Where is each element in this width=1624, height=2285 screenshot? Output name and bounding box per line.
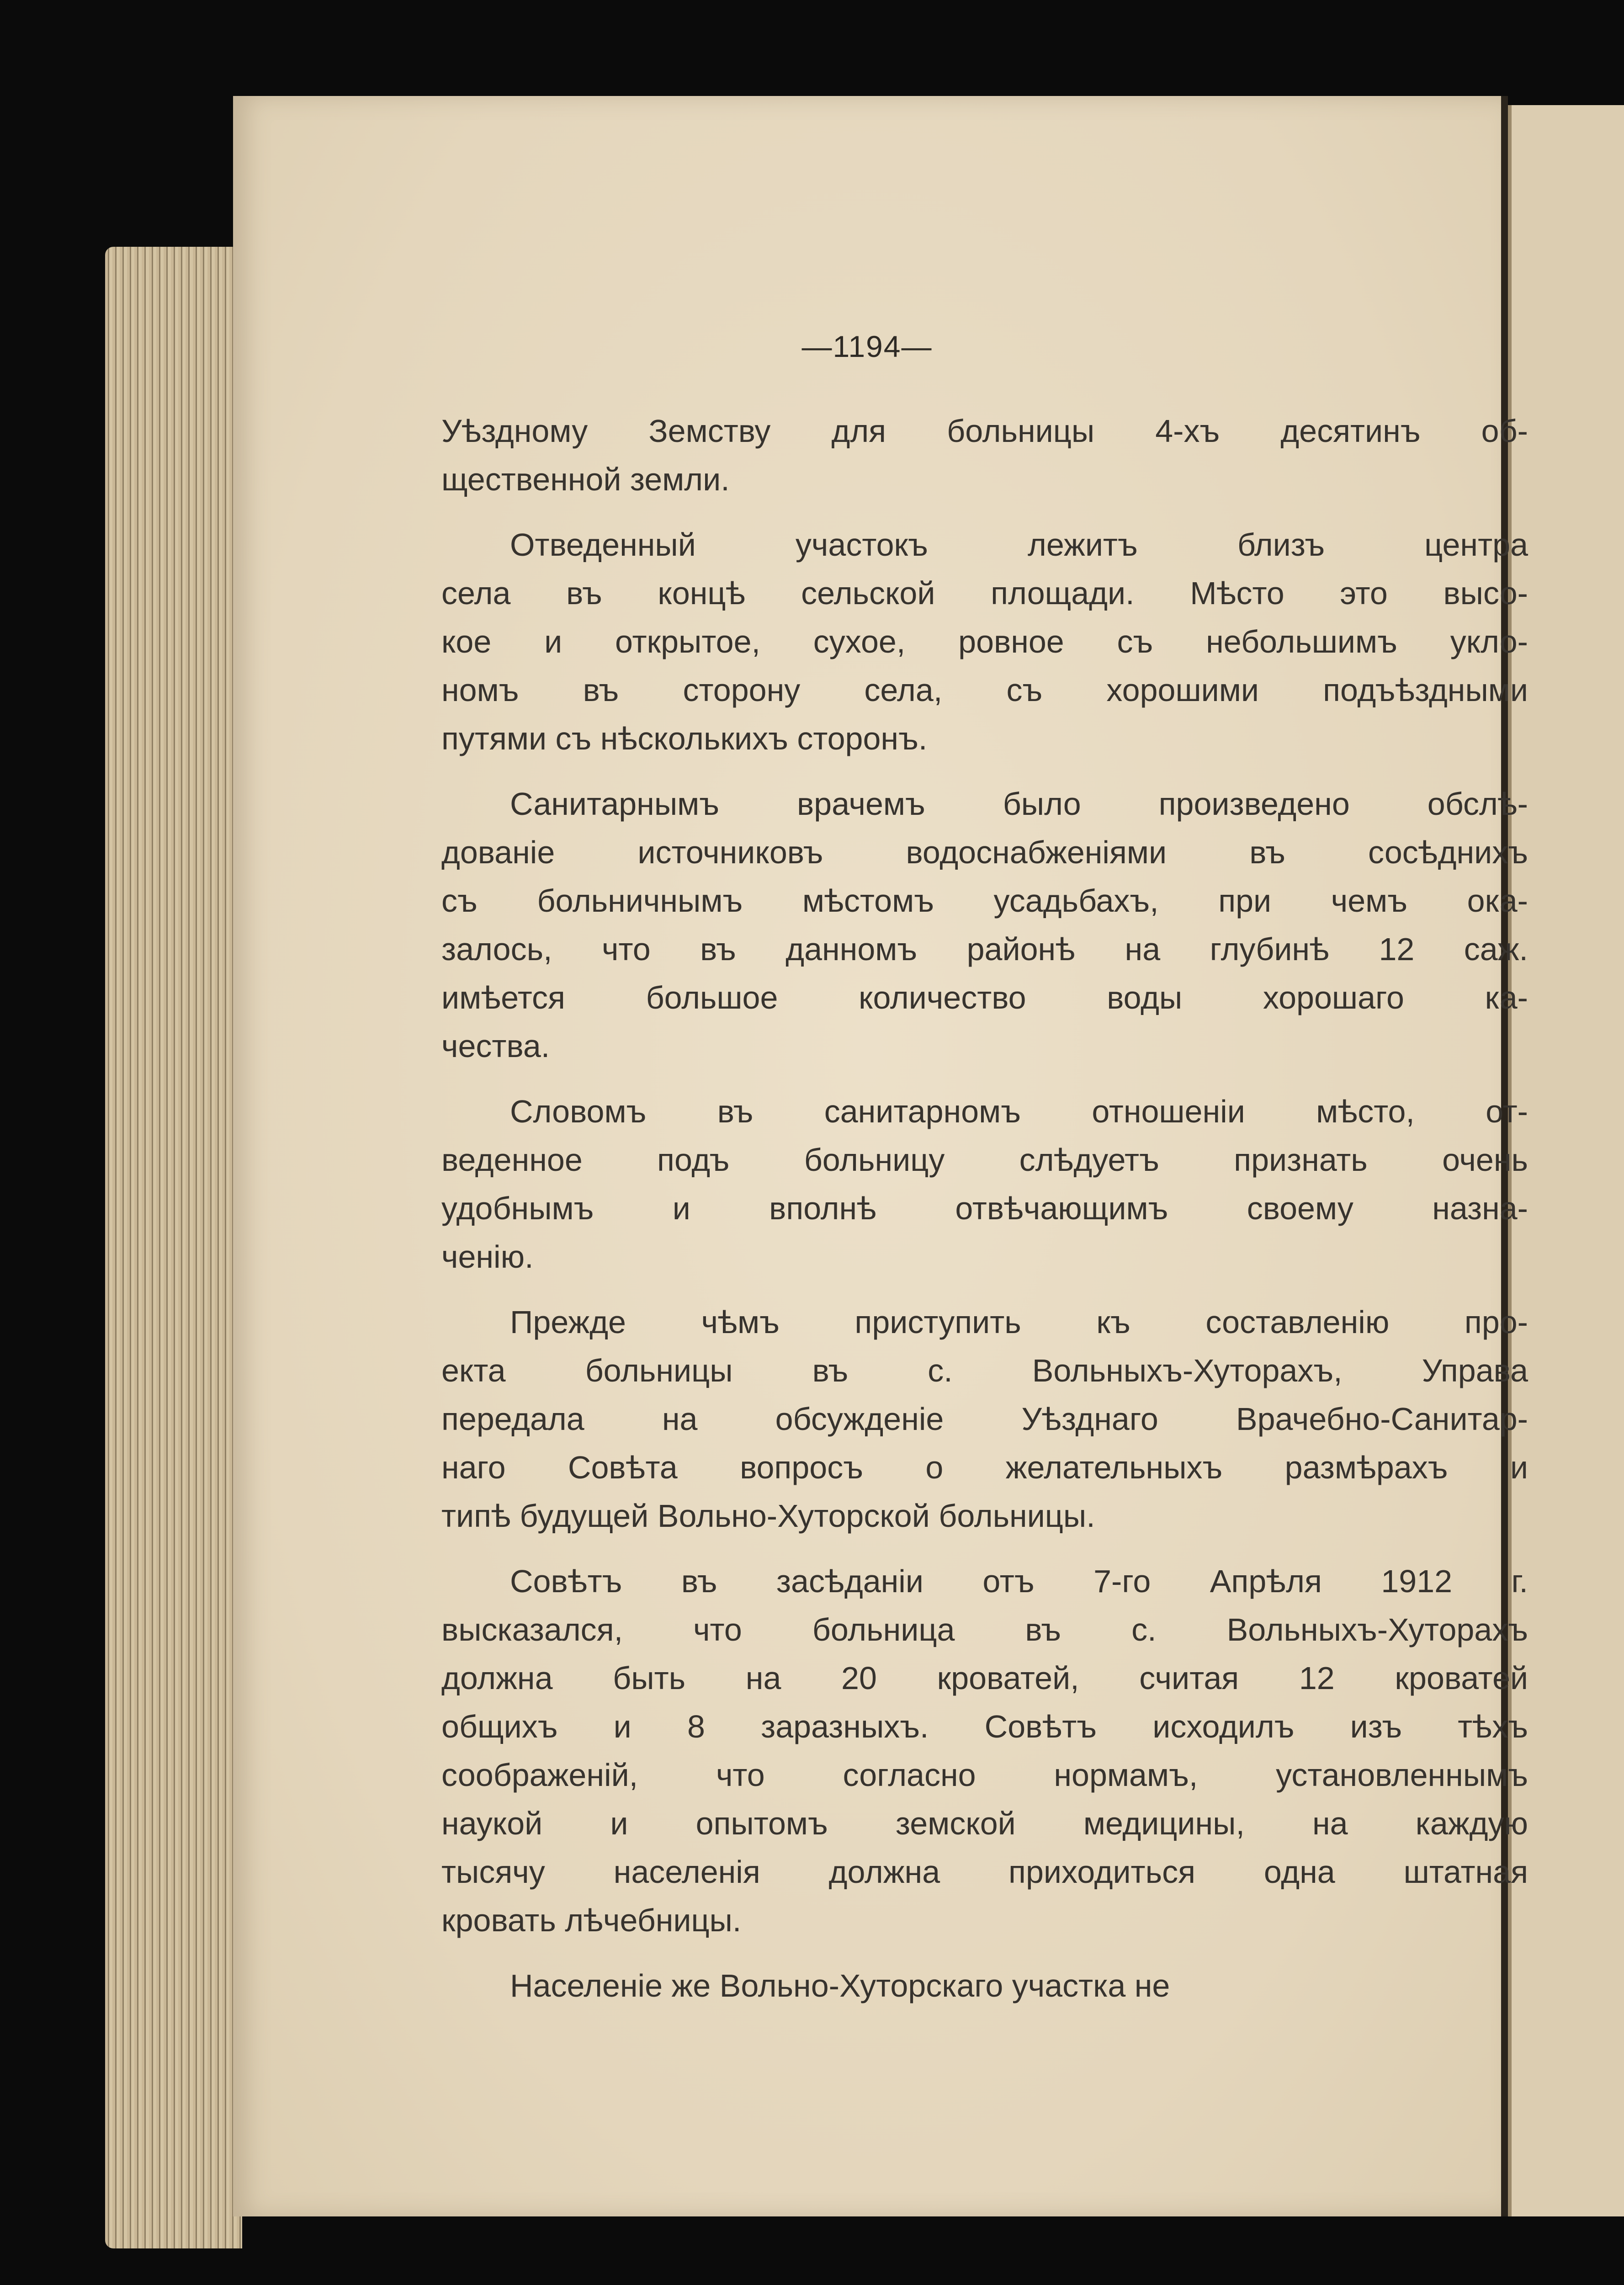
text-line: екта больницы въ с. Вольныхъ-Хуторахъ, Управа: [441, 1353, 1528, 1388]
paragraph: [441, 407, 1528, 504]
text-line: Населеніе же Вольно-Хуторскаго участка не: [510, 1968, 1170, 2003]
paragraph: [441, 780, 1528, 1070]
text-line: веденное подъ больницу слѣдуетъ признать очень: [441, 1142, 1528, 1178]
text-line: Отведенный участокъ лежитъ близъ центра: [510, 527, 1528, 563]
text-line: номъ въ сторону села, съ хорошими подъѣздными: [441, 672, 1528, 708]
text-line: соображеній, что согласно нормамъ, установленнымъ: [441, 1757, 1528, 1793]
text-line: кровать лѣчебницы.: [441, 1902, 742, 1938]
paragraph: [441, 1961, 1528, 2010]
text-line: Прежде чѣмъ приступить къ составленію про-: [510, 1304, 1528, 1340]
text-line: села въ концѣ сельской площади. Мѣсто это высо-: [441, 575, 1528, 611]
text-line: типѣ будущей Вольно-Хуторской больницы.: [441, 1498, 1095, 1534]
text-line: Совѣтъ въ засѣданіи отъ 7-го Апрѣля 1912 г.: [510, 1563, 1528, 1599]
paragraph: [441, 1298, 1528, 1540]
text-line: имѣется большое количество воды хорошаго ка-: [441, 980, 1528, 1015]
page-number: —1194—: [801, 329, 933, 363]
text-line: общихъ и 8 заразныхъ. Совѣтъ исходилъ изъ тѣхъ: [441, 1709, 1528, 1744]
text-line: Санитарнымъ врачемъ было произведено обслѣ-: [510, 786, 1528, 822]
text-line: тысячу населенія должна приходиться одна штатная: [441, 1854, 1528, 1890]
paragraph: [441, 521, 1528, 763]
text-line: передала на обсужденіе Уѣзднаго Врачебно-Санитар-: [441, 1401, 1528, 1437]
text-line: наго Совѣта вопросъ о желательныхъ размѣрахъ и: [441, 1450, 1528, 1485]
text-line: дованіе источниковъ водоснабженіями въ сосѣднихъ: [441, 834, 1528, 870]
text-line: путями съ нѣсколькихъ сторонъ.: [441, 721, 928, 756]
text-line: наукой и опытомъ земской медицины, на каждую: [441, 1806, 1528, 1841]
text-line: Уѣздному Земству для больницы 4-хъ десятинъ об-: [441, 413, 1528, 449]
text-line: чества.: [441, 1028, 550, 1064]
text-line: Словомъ въ санитарномъ отношеніи мѣсто, от-: [510, 1094, 1528, 1129]
text-line: съ больничнымъ мѣстомъ усадьбахъ, при чемъ ока-: [441, 883, 1528, 919]
book-page-edges: [105, 247, 242, 2248]
text-line: удобнымъ и вполнѣ отвѣчающимъ своему назна-: [441, 1190, 1528, 1226]
text-line: залось, что въ данномъ районѣ на глубинѣ 12 саж.: [441, 931, 1528, 967]
page-text: [441, 407, 1528, 2027]
text-line: должна быть на 20 кроватей, считая 12 кроватей: [441, 1660, 1528, 1696]
text-line: ченію.: [441, 1239, 534, 1275]
book-page: [233, 96, 1528, 2216]
paragraph: [441, 1087, 1528, 1281]
paragraph: [441, 1557, 1528, 1945]
text-line: высказался, что больница въ с. Вольныхъ-Хуторахъ: [441, 1612, 1528, 1647]
text-line: кое и открытое, сухое, ровное съ небольшимъ укло-: [441, 624, 1528, 659]
text-line: щественной земли.: [441, 462, 730, 497]
